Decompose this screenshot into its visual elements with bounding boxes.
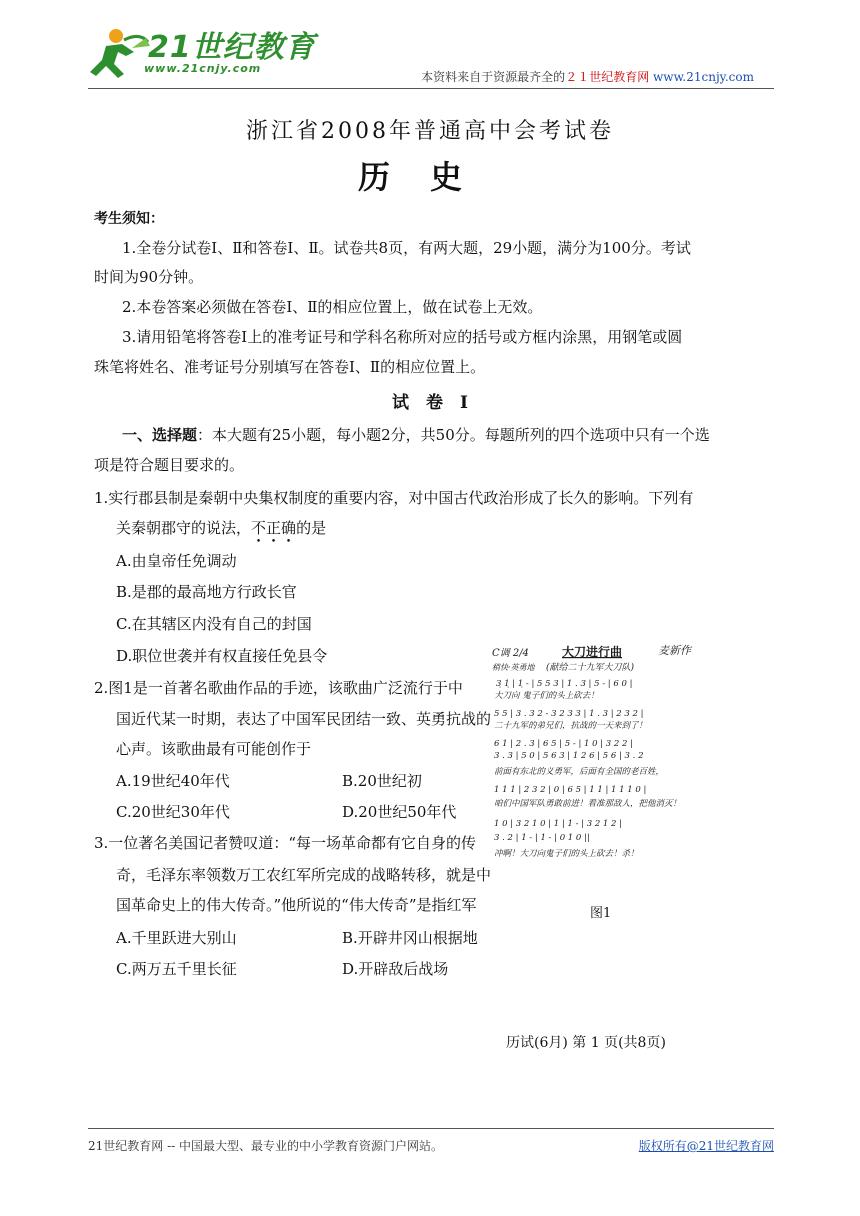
score-notation-line: 3 . 3 | 5 0 | 5 6 3 | 1 2 6 | 5 6 | 3 . 2 [494, 751, 644, 761]
handwritten-score-figure [488, 636, 708, 864]
score-title: 大刀进行曲 [562, 645, 623, 659]
exam-subject: 历史 [357, 158, 502, 196]
emphasis-char: 不 [251, 519, 267, 537]
score-notation-line: 5 5 | 3 . 3 2 - 3 2 3 3 | 1 . 3 | 2 3 2 | [494, 709, 644, 719]
tagline-brand: ２１世纪教育网 [565, 70, 650, 84]
q3-stem: 国革命史上的伟大传奇。”他所说的“伟大传奇”是指红军 [116, 896, 477, 914]
emphasis-char: 正 [266, 519, 282, 537]
logo-text: 21世纪教育 [148, 30, 316, 65]
footer-note: 21世纪教育网 -- 中国最大型、最专业的中小学教育资源门户网站。 [88, 1139, 444, 1153]
q1-stem-prefix: 关秦朝郡守的说法， [116, 519, 252, 537]
section-intro-text: ：本大题有25小题，每小题2分，共50分。每题所列的四个选项中只有一个选 [197, 426, 710, 444]
q3-stem: 3.一位著名美国记者赞叹道：“每一场革命都有它自身的传 [94, 834, 476, 852]
section-intro [122, 424, 710, 445]
score-lyric-line: 前面有东北的义勇军，后面有全国的老百姓， [494, 767, 665, 777]
logo-url: www.21cnjy.com [144, 62, 262, 75]
q2-option-c: C.20世纪30年代 [116, 803, 230, 821]
footer-divider [88, 1128, 774, 1129]
q1-stem: 1.实行郡县制是秦朝中央集权制度的重要内容，对中国古代政治形成了长久的影响。下列有 [94, 489, 694, 507]
q1-option-c: C.在其辖区内没有自己的封国 [116, 615, 312, 633]
notice-line: 时间为90分钟。 [94, 268, 204, 286]
q1-option-d: D.职位世袭并有权直接任免县令 [116, 647, 328, 665]
q2-option-d: D.20世纪50年代 [342, 803, 457, 821]
score-notation-line: 1 1 1 | 2 3 2 | 0 | 6 5 | 1 1 | 1 1 1 0 | [494, 785, 647, 795]
q1-stem-2 [116, 517, 326, 538]
score-notation-line: 1 0 | 3 2 1 0 | 1 | 1 - | 3 2 1 2 | [494, 819, 623, 829]
notice-heading: 考生须知： [94, 211, 164, 227]
paper-heading: 试 卷 Ⅰ [392, 393, 468, 413]
q3-option-a: A.千里跃进大别山 [116, 929, 237, 947]
score-lyric-line: 冲啊！大刀向鬼子们的头上砍去！杀！ [494, 849, 639, 859]
score-lyric-line: 大刀向 鬼子们的头上砍去！ [494, 691, 599, 701]
page-number: 历试(6月) 第 1 页(共8页) [506, 1035, 666, 1051]
q3-option-b: B.开辟井冈山根据地 [342, 929, 478, 947]
q2-stem: 心声。该歌曲最有可能创作于 [116, 740, 312, 758]
score-tempo: 稍快·英勇地 [492, 663, 535, 672]
exam-title: 浙江省2008年普通高中会考试卷 [246, 119, 614, 144]
copyright-link[interactable]: 版权所有@21世纪教育网 [638, 1139, 774, 1153]
header-divider [88, 88, 774, 89]
q2-option-b: B.20世纪初 [342, 772, 422, 790]
section-heading: 一、选择题 [122, 426, 198, 444]
figure-caption: 图1 [590, 906, 612, 921]
score-notation-line: 3̣ 1̣ | 1̣ - | 5 5 3 | 1 . 3 | 5 - | 6 0 | [496, 679, 633, 689]
score-notation-line: 6 1 | 2 . 3 | 6 5 | 5 - | 1 0 | 3 2 2 | [494, 739, 633, 749]
q2-stem: 2.图1是一首著名歌曲作品的手迹，该歌曲广泛流行于中 [94, 679, 463, 697]
score-composer: 麦新作 [658, 644, 691, 657]
score-dedication: (献给二十九军大刀队) [546, 663, 635, 673]
tagline-url-link[interactable]: www.21cnjy.com [653, 70, 754, 84]
section-intro-line: 项是符合题目要求的。 [94, 456, 245, 474]
q2-stem: 国近代某一时期，表达了中国军民团结一致、英勇抗战的 [116, 710, 492, 728]
notice-line: 珠笔将姓名、准考证号分别填写在答卷Ⅰ、Ⅱ的相应位置上。 [94, 358, 486, 376]
score-lyric-line: 二十九军的弟兄们，抗战的一天来到了！ [494, 721, 648, 731]
page-header [0, 0, 860, 92]
q1-option-b: B.是郡的最高地方行政长官 [116, 583, 297, 601]
tagline-prefix: 本资料来自于资源最齐全的 [421, 70, 566, 84]
notice-line: 3.请用铅笔将答卷Ⅰ上的准考证号和学科名称所对应的括号或方框内涂黑，用钢笔或圆 [122, 328, 683, 346]
score-lyric-line: 咱们中国军队勇敢前进！看准那敌人，把他消灭！ [494, 799, 682, 809]
score-notation-line: 3 . 2 | 1 - | 1 - | 0 1 0 || [494, 833, 590, 843]
q1-stem-suffix: 的是 [296, 519, 327, 537]
q1-option-a: A.由皇帝任免调动 [116, 552, 237, 570]
q3-option-d: D.开辟敌后战场 [342, 960, 449, 978]
notice-line: 1.全卷分试卷Ⅰ、Ⅱ和答卷Ⅰ、Ⅱ。试卷共8页，有两大题，29小题，满分为100分。考试 [122, 239, 691, 257]
notice-line: 2.本卷答案必须做在答卷Ⅰ、Ⅱ的相应位置上，做在试卷上无效。 [122, 298, 543, 316]
q3-option-c: C.两万五千里长征 [116, 960, 237, 978]
score-key-label: C调 2/4 [492, 648, 529, 659]
q2-option-a: A.19世纪40年代 [116, 772, 230, 790]
emphasis-char: 确 [281, 519, 297, 537]
q3-stem: 奇，毛泽东率领数万工农红军所完成的战略转移，就是中 [116, 866, 492, 884]
header-tagline [421, 68, 754, 85]
